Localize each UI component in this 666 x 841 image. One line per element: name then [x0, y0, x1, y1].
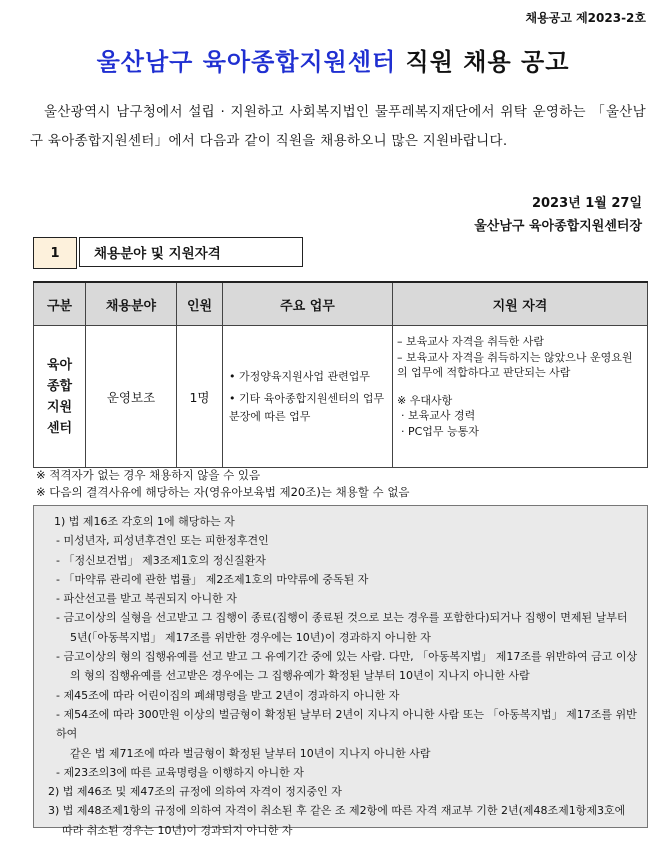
- title-suffix: 직원 채용 공고: [396, 48, 570, 76]
- disq-item-2: 2) 법 제46조 및 제47조의 규정에 의하여 자격이 정지중인 자: [48, 785, 342, 799]
- disq-subitem: - 금고이상의 형의 집행유예를 선고 받고 그 유예기간 중에 있는 사람. 다만, 「아동복지법」 제17조를 위반하여 금고 이상: [56, 650, 638, 664]
- duties-cell: [223, 326, 393, 468]
- disq-subitem: - 미성년자, 피성년후견인 또는 피한정후견인: [56, 534, 269, 548]
- disq-item-3: 3) 법 제48조제1항의 규정에 의하여 자격이 취소된 후 같은 조 제2항에 따른 자격 재교부 기한 2년(제48조제1항제3호에: [48, 804, 626, 818]
- disq-subitem: - 제45조에 따라 어린이집의 폐쇄명령을 받고 2년이 경과하지 아니한 자: [56, 688, 400, 702]
- field-cell: 운영보조: [86, 326, 177, 468]
- notice-number: 채용공고 제2023-2호: [525, 11, 646, 25]
- disq-subitem: - 제54조에 따라 300만원 이상의 벌금형이 확정된 날부터 2년이 지나지 아니한 사람 또는 「아동복지법」 제17조를 위반하여: [56, 707, 637, 741]
- recruitment-table: [33, 281, 648, 468]
- count-cell: 1명: [177, 326, 223, 468]
- header-duties: 주요 업무: [223, 282, 393, 326]
- header-field: 채용분야: [86, 282, 177, 326]
- intro-paragraph: [30, 98, 646, 156]
- note-disqualification: ※ 다음의 결격사유에 해당하는 자(영유아보육법 제20조)는 채용할 수 없음: [36, 485, 410, 499]
- qualification-item: – 보육교사 자격을 취득하지는 않았으나 운영요원의 업무에 적합하다고 판단되는 사람: [397, 350, 633, 379]
- table-header-row: [34, 282, 648, 326]
- disq-item-3-cont: 따라 취소된 경우는 10년)이 경과되지 아니한 자: [62, 823, 293, 837]
- note-no-qualified: ※ 적격자가 없는 경우 채용하지 않을 수 있음: [36, 468, 261, 482]
- disq-subitem: - 제23조의3에 따른 교육명령을 이행하지 아니한 자: [56, 765, 304, 779]
- header-count: 인원: [177, 282, 223, 326]
- qualifications-cell: [393, 326, 648, 468]
- header-qualifications: 지원 자격: [393, 282, 648, 326]
- disq-subitem: - 파산선고를 받고 복권되지 아니한 자: [56, 592, 237, 606]
- duty-item: • 기타 육아종합지원센터의 업무분장에 따른 업무: [229, 391, 385, 423]
- preference-item: · 보육교사 경력: [401, 409, 476, 422]
- disq-subitem-cont: 의 형의 집행유예를 선고받은 경우에는 그 집행유예가 확정된 날부터 10년이 지나지 아니한 사람: [70, 669, 530, 683]
- disq-item-1: 1) 법 제16조 각호의 1에 해당하는 자: [54, 515, 235, 528]
- section-number: 1: [33, 237, 77, 269]
- disq-subitem: - 「마약류 관리에 관한 법률」 제2조제1호의 마약류에 중독된 자: [56, 572, 369, 586]
- disq-subitem-cont: 같은 법 제71조에 따라 벌금형이 확정된 날부터 10년이 지나지 아니한 사람: [70, 746, 431, 760]
- duty-item: • 가정양육지원사업 관련업무: [229, 369, 370, 383]
- category-cell: 육아 종합 지원 센터: [34, 326, 86, 468]
- notice-date: 2023년 1월 27일: [531, 196, 642, 211]
- table-row: [34, 326, 648, 468]
- preference-title: ※ 우대사항: [397, 393, 453, 407]
- qualification-item: – 보육교사 자격을 취득한 사람: [397, 335, 544, 348]
- disq-subitem: - 「정신보건법」 제3조제1호의 정신질환자: [56, 553, 266, 567]
- page-title: [0, 42, 666, 77]
- section-title: 채용분야 및 지원자격: [79, 237, 303, 267]
- title-center-name: 울산남구 육아종합지원센터: [96, 48, 397, 76]
- header-category: 구분: [34, 282, 86, 326]
- disq-subitem: - 금고이상의 실형을 선고받고 그 집행이 종료(집행이 종료된 것으로 보는 경우를 포함한다)되거나 집행이 면제된 날부터: [56, 611, 628, 625]
- organization-head: 울산남구 육아종합지원센터장: [474, 219, 642, 234]
- disqualification-box: [33, 505, 648, 837]
- preference-item: · PC업무 능통자: [401, 424, 479, 438]
- intro-text: 울산광역시 남구청에서 설립 · 지원하고 사회복지법인 물푸레복지재단에서 위탁 운영하는 「울산남구 육아종합지원센터」에서 다음과 같이 직원을 채용하오니 많은 지원바랍니다.: [30, 104, 646, 149]
- disq-subitem-cont: 5년(「아동복지법」 제17조를 위반한 경우에는 10년)이 경과하지 아니한 자: [70, 630, 431, 644]
